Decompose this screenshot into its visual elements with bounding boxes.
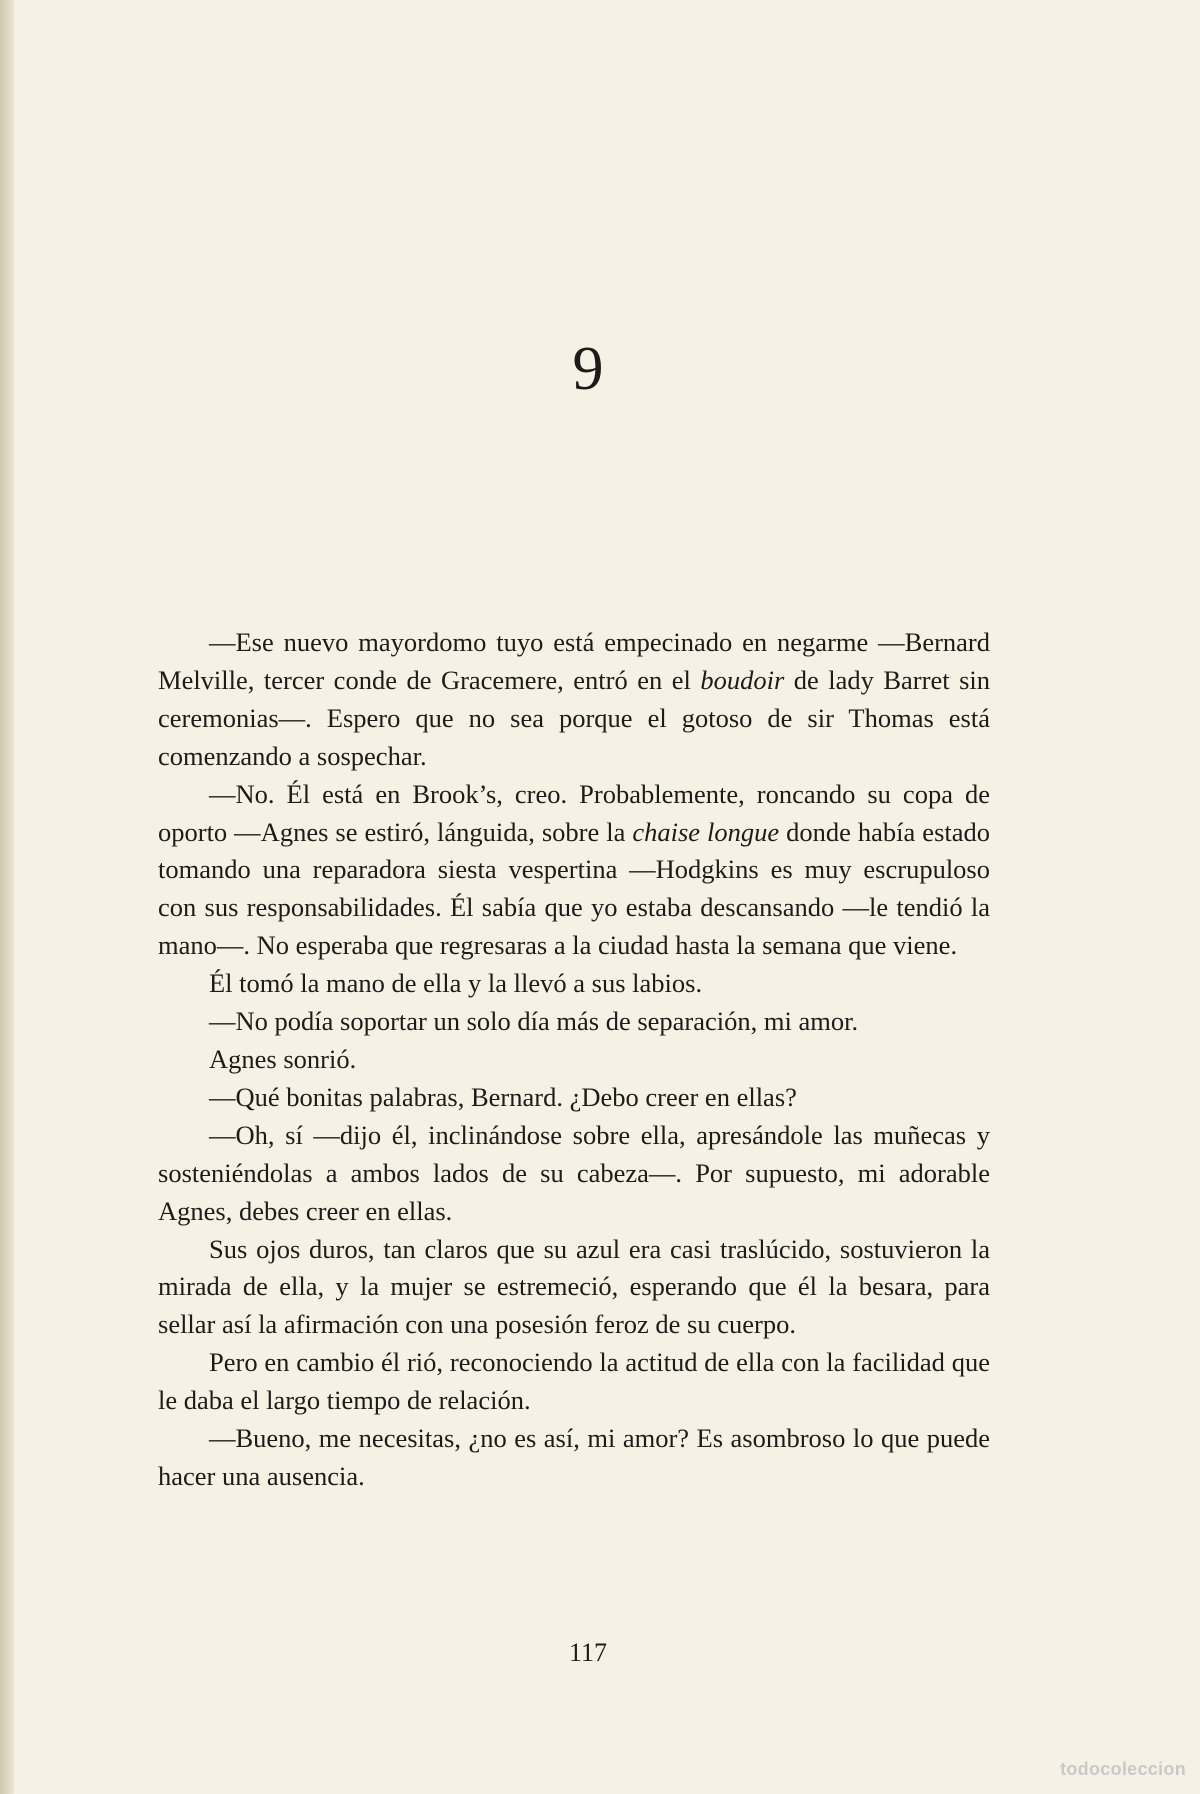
book-spine-shadow [0, 0, 14, 1794]
paragraph: —No podía soportar un solo día más de separación, mi amor. [209, 1006, 859, 1037]
italic-term: boudoir [700, 664, 785, 695]
paragraph: Agnes sonrió. [209, 1043, 357, 1074]
italic-term: chaise longue [632, 816, 780, 847]
paragraph: Sus ojos duros, tan claros que su azul era casi traslúcido, sostuvieron la mirada de ella, y la mujer se estremeció, esperando que él la besara, para sellar así la afirmación con una posesión feroz de su cuerpo. [158, 1233, 990, 1340]
paragraph: —No. Él está en Brook’s, creo. Probablemente, roncando su copa de oporto —Agnes se estiró, lánguida, sobre la chaise longue donde había estado tomando una reparadora siesta vespertina —Hodgkins es muy escrupuloso con sus responsabilidades. Él sabía que yo estaba descansando —le tendió la mano—. No esperaba que regresaras a la ciudad hasta la semana que viene. [158, 778, 991, 961]
paragraph: —Oh, sí —dijo él, inclinándose sobre ella, apresándole las muñecas y sosteniéndolas a ambos lados de su cabeza—. Por supuesto, mi adorable Agnes, debes creer en ellas. [158, 1119, 990, 1226]
chapter-number: 9 [572, 335, 604, 403]
page-number: 117 [568, 1638, 608, 1667]
paragraph: —Ese nuevo mayordomo tuyo está empecinado en negarme —Bernard Melville, tercer conde de Gracemere, entró en el boudoir de lady Barret sin ceremonias—. Espero que no sea porque el gotoso de sir Thomas está comenzando a sospechar. [158, 627, 990, 771]
paragraph: Pero en cambio él rió, reconociendo la actitud de ella con la facilidad que le daba el largo tiempo de relación. [158, 1347, 990, 1416]
paragraph: Él tomó la mano de ella y la llevó a sus labios. [209, 968, 703, 999]
paragraph: —Bueno, me necesitas, ¿no es así, mi amor? Es asombroso lo que puede hacer una ausencia. [158, 1423, 990, 1491]
watermark-logo: todocoleccion [1060, 1759, 1186, 1779]
body-text [158, 624, 990, 1496]
paragraph: —Qué bonitas palabras, Bernard. ¿Debo creer en ellas? [209, 1081, 797, 1112]
